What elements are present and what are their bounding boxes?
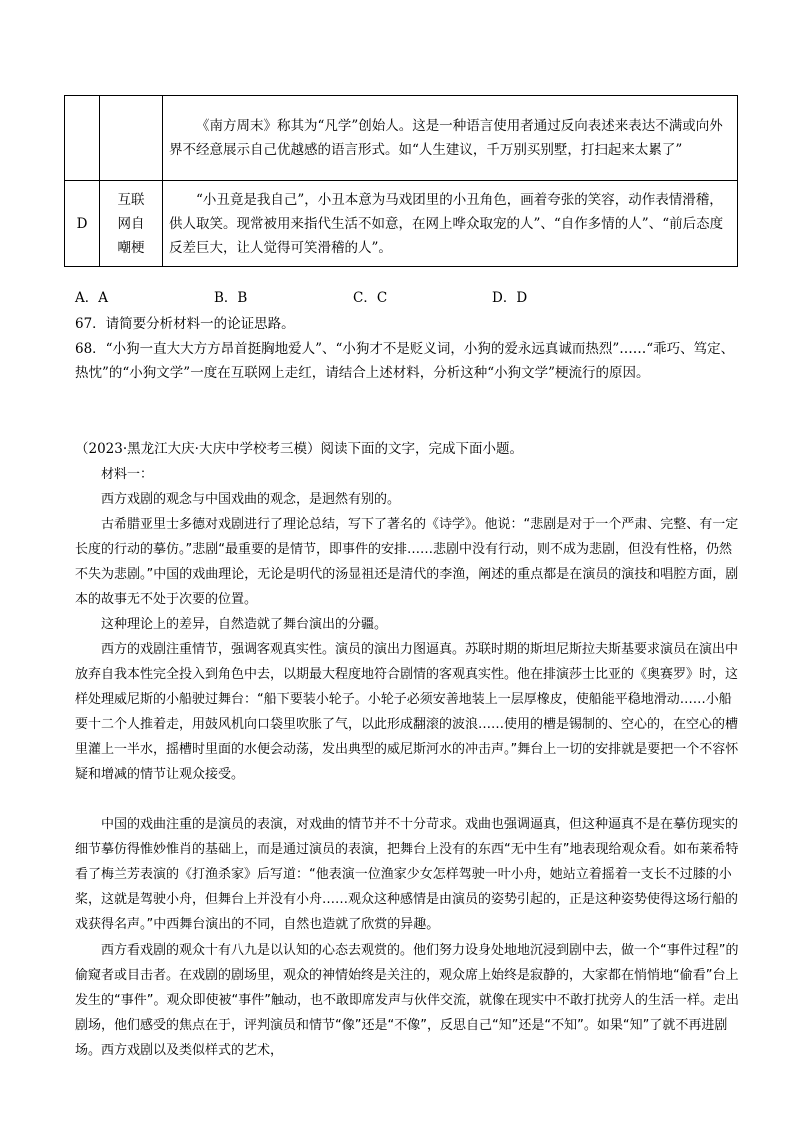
source-line: （2023·黑龙江大庆·大庆中学校考三模）阅读下面的文字，完成下面小题。 [75, 441, 523, 457]
table-cell-term [100, 181, 163, 267]
table-cell-text: 《南方周末》称其为“凡学”创始人。这是一种语言使用者通过反向表述来表达不满或向外界不经意展示自己优越感的语言形式。如“人生建议，千万别买别墅，打扫起来太累了” [169, 118, 723, 158]
comparison-table [64, 95, 738, 267]
table-cell-description [163, 181, 738, 267]
table-cell-term [100, 96, 163, 181]
paragraph: 古希腊亚里士多德对戏剧进行了理论总结，写下了著名的《诗学》。他说：“悲剧是对于一个严肃、完整、有一定长度的行动的摹仿。”悲剧“最重要的是情节，即事件的安排……悲剧中没有行动，则不成为悲剧，但没有性格，仍然不失为悲剧。”中国的戏曲理论，无论是明代的汤显祖还是清代的李渔，阐述的重点都是在演员的演技和唱腔方面，剧本的故事无不处于次要的位置。 [75, 517, 739, 607]
table-row [65, 96, 738, 181]
material-label: 材料一： [101, 467, 154, 482]
table-cell-letter: D [65, 181, 100, 267]
option-c[interactable]: C．C [353, 290, 388, 306]
option-a[interactable]: A．A [75, 290, 108, 306]
table-row [65, 181, 738, 267]
answer-options [75, 288, 675, 308]
paragraph: 西方戏剧的观念与中国戏曲的观念，是迥然有别的。 [101, 492, 401, 507]
table-cell-letter [65, 96, 100, 181]
paragraph: 中国的戏曲注重的是演员的表演，对戏曲的情节并不十分苛求。戏曲也强调逼真，但这种逼真不是在摹仿现实的细节摹仿得惟妙惟肖的基础上，而是通过演员的表演，把舞台上没有的东西“无中生有”地表现给观众看。如布莱希特看了梅兰芳表演的《打渔杀家》后写道：“他表演一位渔家少女怎样驾驶一叶小舟，她站立着摇着一支长不过膝的小桨，这就是驾驶小舟，但舞台上并没有小舟……观众这种感情是由演员的姿势引起的，正是这种姿势使得这场行船的戏获得名声。”中西舞台演出的不同，自然也造就了欣赏的异趣。 [75, 817, 739, 932]
paragraph: 西方的戏剧注重情节，强调客观真实性。演员的演出力图逼真。苏联时期的斯坦尼斯拉夫斯基要求演员在演出中放弃自我本性完全投入到角色中去，以期最大程度地符合剧情的客观真实性。他在排演莎士比亚的《奥赛罗》时，这样处理威尼斯的小船驶过舞台：“船下要装小轮子。小轮子必须安善地装上一层厚橡皮，使船能平稳地滑动……小船要十二个人推着走，用鼓风机向口袋里吹胀了气，以此形成翻滚的波浪……使用的槽是锡制的、空心的，在空心的槽里灌上一半水，摇槽时里面的水便会动荡，发出典型的威尼斯河水的冲击声。”舞台上一切的安排就是要把一个不容怀疑和增减的情节让观众接受。 [75, 642, 739, 782]
question-67: 67．请简要分析材料一的论证思路。 [75, 316, 295, 332]
table-cell-description [163, 96, 738, 181]
paragraph: 西方看戏剧的观众十有八九是以认知的心态去观赏的。他们努力设身处地地沉浸到剧中去，做一个“事件过程”的偷窥者或目击者。在戏剧的剧场里，观众的神情始终是关注的，观众席上始终是寂静的，大家都在悄悄地“偷看”台上发生的“事件”。观众即使被“事件”触动，也不敢即席发声与伙伴交流，就像在现实中不敢打扰旁人的生活一样。走出剧场，他们感受的焦点在于，评判演员和情节“像”还是“不像”，反思自己“知”还是“不知”。如果“知”了就不再进剧场。西方戏剧以及类似样式的艺术， [75, 943, 739, 1058]
option-d[interactable]: D．D [492, 290, 528, 306]
paragraph: 这种理论上的差异，自然造就了舞台演出的分疆。 [101, 617, 388, 632]
question-68: 68．“小狗一直大大方方昂首挺胸地爱人”、“小狗才不是贬义词，小狗的爱永远真诚而热烈”……“乖巧、笃定、热忱”的“小狗文学”一度在互联网上走红，请结合上述材料，分析这种“小狗文学”梗流行的原因。 [75, 341, 735, 381]
option-b[interactable]: B．B [214, 290, 248, 306]
table-cell-text: “小丑竟是我自己”，小丑本意为马戏团里的小丑角色，画着夸张的笑容，动作表情滑稽，供人取笑。现常被用来指代生活不如意，在网上哗众取宠的人”、“自作多情的人”、“前后态度反差巨大，让人觉得可笑滑稽的人”。 [169, 191, 724, 256]
table-cell-term-text: 互联网自嘲梗 [117, 191, 145, 256]
